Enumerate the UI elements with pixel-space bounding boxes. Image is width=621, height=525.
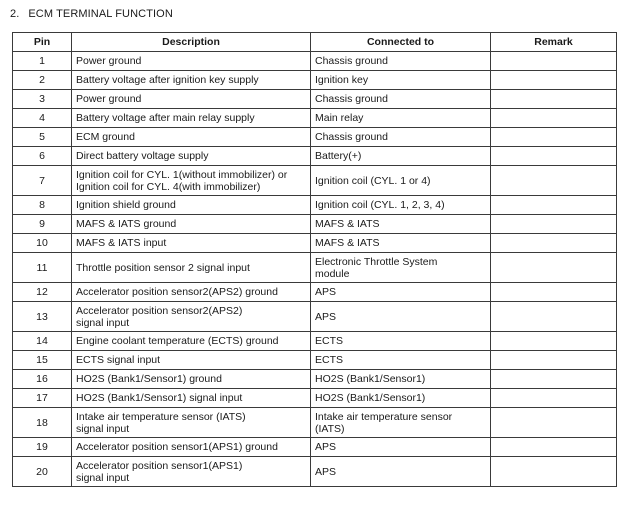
description-line: Ignition coil for CYL. 1(without immobilizer) or [76,168,288,181]
description-cell [72,71,311,90]
connected-to-line: Chassis ground [315,55,388,67]
description-line: Intake air temperature sensor (IATS) [76,410,246,423]
connected-to-cell [311,90,491,109]
pin-cell: 16 [13,370,72,389]
pin-cell: 4 [13,109,72,128]
connected-to-line: (IATS) [315,422,345,435]
description-cell [72,332,311,351]
description-cell [72,90,311,109]
remark-cell [491,283,617,302]
pin-cell: 10 [13,234,72,253]
table-row [13,215,617,234]
connected-to-line: APS [315,441,337,453]
remark-cell [491,196,617,215]
table-row [13,438,617,457]
connected-to-cell [311,332,491,351]
description-cell [72,351,311,370]
description-line: HO2S (Bank1/Sensor1) ground [76,373,222,385]
table-row [13,128,617,147]
connected-to-line: Main relay [315,112,364,124]
description-cell [72,128,311,147]
connected-to-cell [311,234,491,253]
description-line: Power ground [76,55,142,67]
table-header-row [13,33,617,52]
table-body [13,52,617,487]
connected-to-cell [311,457,491,487]
description-cell [72,166,311,196]
connected-to-line: Electronic Throttle System [315,255,438,268]
table-row [13,109,617,128]
table-row [13,283,617,302]
description-cell [72,253,311,283]
connected-to-cell [311,389,491,408]
description-line: Accelerator position sensor1(APS1) ground [76,441,278,453]
table-row [13,147,617,166]
description-line: Battery voltage after ignition key supply [76,74,259,86]
connected-to-line: APS [315,310,337,323]
connected-to-cell [311,52,491,71]
remark-cell [491,166,617,196]
connected-to-line: MAFS & IATS [315,218,380,230]
table-row [13,408,617,438]
connected-to-line: MAFS & IATS [315,237,380,249]
header-connected-to: Connected to [311,33,491,52]
description-cell [72,370,311,389]
table-row [13,370,617,389]
table-row [13,351,617,370]
remark-cell [491,52,617,71]
pin-cell: 5 [13,128,72,147]
connected-to-line: module [315,267,350,280]
section-number: 2. [10,8,20,20]
pin-cell: 19 [13,438,72,457]
connected-to-cell [311,283,491,302]
table-row [13,302,617,332]
connected-to-cell [311,71,491,90]
table-row [13,90,617,109]
description-cell [72,302,311,332]
connected-to-line: Chassis ground [315,93,388,105]
description-line: Throttle position sensor 2 signal input [76,261,250,274]
description-line: signal input [76,422,130,435]
connected-to-cell [311,253,491,283]
remark-cell [491,438,617,457]
pin-cell: 6 [13,147,72,166]
pin-cell: 8 [13,196,72,215]
remark-cell [491,370,617,389]
description-cell [72,457,311,487]
description-cell [72,283,311,302]
remark-cell [491,90,617,109]
description-line: Engine coolant temperature (ECTS) ground [76,335,279,347]
connected-to-line: APS [315,286,337,298]
table-row [13,457,617,487]
connected-to-cell [311,215,491,234]
connected-to-line: HO2S (Bank1/Sensor1) [315,373,426,385]
description-line: MAFS & IATS input [76,237,167,249]
remark-cell [491,109,617,128]
description-line: Accelerator position sensor2(APS2) [76,304,243,317]
description-line: Ignition shield ground [76,199,176,211]
remark-cell [491,457,617,487]
table-row [13,389,617,408]
pin-cell: 2 [13,71,72,90]
description-line: HO2S (Bank1/Sensor1) signal input [76,392,243,404]
description-line: ECM ground [76,131,135,143]
table-row [13,234,617,253]
connected-to-cell [311,438,491,457]
remark-cell [491,389,617,408]
description-line: Ignition coil for CYL. 4(with immobilizer) [76,180,261,193]
connected-to-cell [311,351,491,370]
pin-cell: 1 [13,52,72,71]
remark-cell [491,253,617,283]
section-title: ECM TERMINAL FUNCTION [28,8,173,20]
description-cell [72,52,311,71]
description-cell [72,389,311,408]
connected-to-cell [311,166,491,196]
connected-to-cell [311,128,491,147]
pin-cell: 7 [13,166,72,196]
connected-to-line: HO2S (Bank1/Sensor1) [315,392,426,404]
header-description: Description [72,33,311,52]
pin-cell: 12 [13,283,72,302]
remark-cell [491,408,617,438]
connected-to-cell [311,302,491,332]
remark-cell [491,234,617,253]
table-row [13,166,617,196]
description-line: signal input [76,316,130,329]
pin-cell: 11 [13,253,72,283]
table-row [13,253,617,283]
connected-to-cell [311,109,491,128]
connected-to-line: Chassis ground [315,131,388,143]
table-row [13,332,617,351]
connected-to-line: Ignition coil (CYL. 1 or 4) [315,174,431,187]
description-line: MAFS & IATS ground [76,218,177,230]
remark-cell [491,71,617,90]
connected-to-line: Ignition key [315,74,369,86]
header-remark: Remark [491,33,617,52]
pin-cell: 20 [13,457,72,487]
remark-cell [491,332,617,351]
connected-to-line: Battery(+) [315,150,362,162]
connected-to-line: APS [315,465,337,478]
pin-cell: 13 [13,302,72,332]
description-cell [72,408,311,438]
pin-cell: 14 [13,332,72,351]
connected-to-line: Intake air temperature sensor [315,410,453,423]
connected-to-line: ECTS [315,335,344,347]
connected-to-cell [311,370,491,389]
description-cell [72,438,311,457]
description-line: ECTS signal input [76,354,161,366]
description-line: signal input [76,471,130,484]
description-cell [72,215,311,234]
header-pin: Pin [13,33,72,52]
table-row [13,196,617,215]
remark-cell [491,302,617,332]
connected-to-cell [311,408,491,438]
remark-cell [491,128,617,147]
ecm-terminal-table [12,32,617,487]
description-cell [72,147,311,166]
section-heading [10,8,173,20]
pin-cell: 15 [13,351,72,370]
description-cell [72,196,311,215]
pin-cell: 17 [13,389,72,408]
description-line: Accelerator position sensor1(APS1) [76,459,243,472]
description-cell [72,109,311,128]
connected-to-line: ECTS [315,354,344,366]
connected-to-cell [311,196,491,215]
connected-to-cell [311,147,491,166]
remark-cell [491,147,617,166]
remark-cell [491,351,617,370]
remark-cell [491,215,617,234]
pin-cell: 18 [13,408,72,438]
table-row [13,71,617,90]
description-cell [72,234,311,253]
description-line: Battery voltage after main relay supply [76,112,255,124]
description-line: Power ground [76,93,142,105]
connected-to-line: Ignition coil (CYL. 1, 2, 3, 4) [315,199,445,211]
pin-cell: 9 [13,215,72,234]
pin-cell: 3 [13,90,72,109]
description-line: Accelerator position sensor2(APS2) ground [76,286,278,298]
description-line: Direct battery voltage supply [76,150,209,162]
table-row [13,52,617,71]
